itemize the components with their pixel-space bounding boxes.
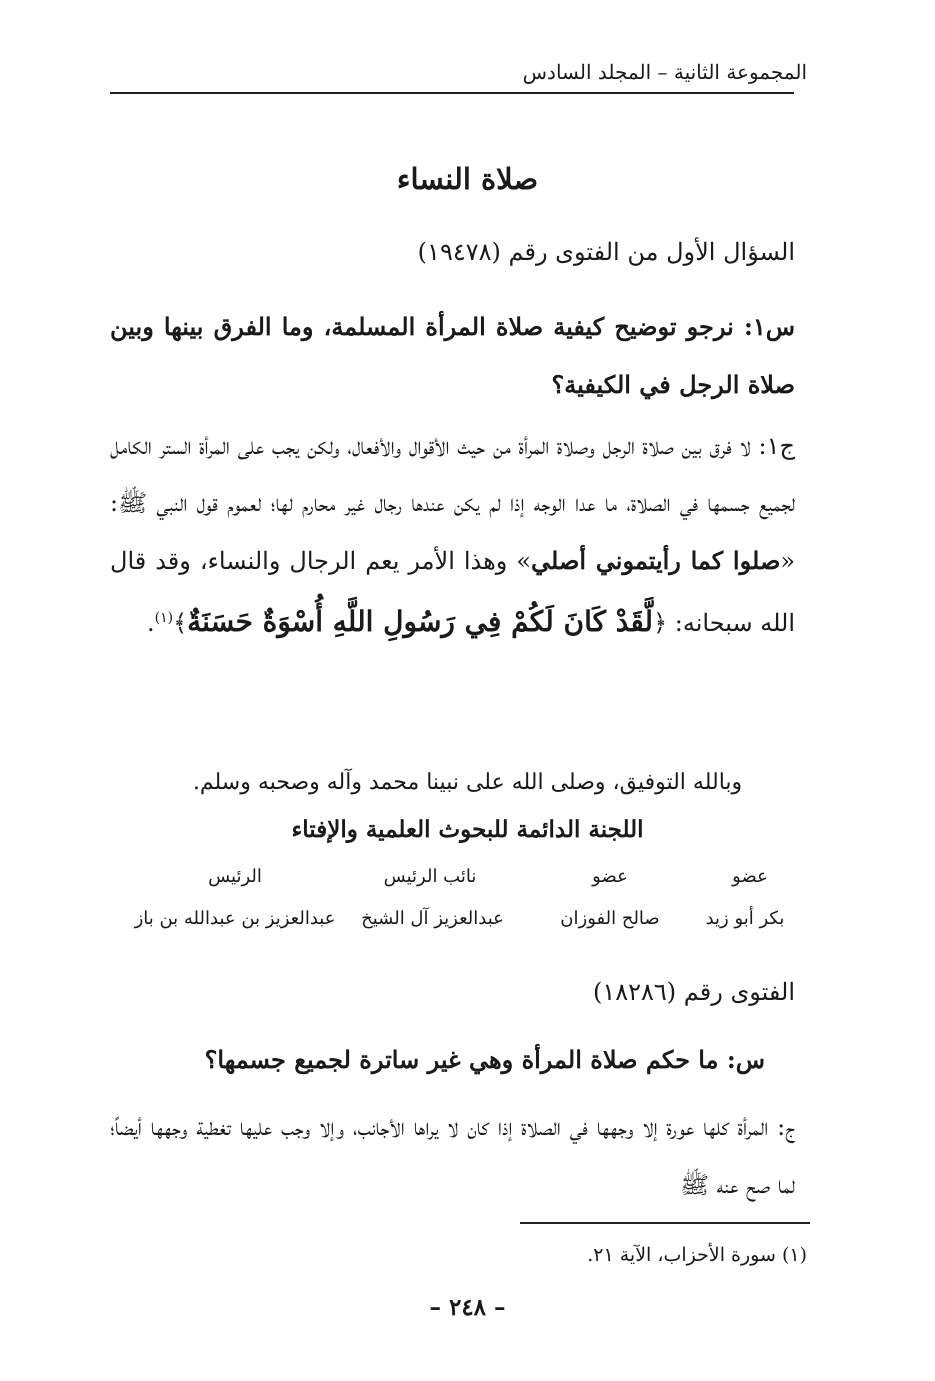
signatory-name: عبدالعزيز بن عبدالله بن باز [134, 908, 336, 929]
header-divider [110, 92, 794, 94]
closing-line: وبالله التوفيق، وصلى الله على نبينا محمد وآله وصحبه وسلم. [192, 770, 743, 795]
footnote-divider [520, 1222, 810, 1224]
signatory-name: صالح الفوزان [560, 908, 660, 929]
hadith-quote: صلوا كما رأيتموني أصلي [531, 546, 781, 575]
answer-text: » وهذا الأمر يعم الرجال والنساء، وقد قال الله سبحانه: ﴿ [110, 547, 795, 637]
signatory-role: عضو [592, 866, 628, 887]
page-number: – ٢٤٨ – [429, 1294, 506, 1321]
signatory-role: عضو [732, 866, 768, 887]
signatory-name: بكر أبو زيد [705, 908, 785, 929]
fatwa2-question: س: ما حكم صلاة المرأة وهي غير ساترة لجميع جسمها؟ [204, 1045, 765, 1074]
fatwa2-answer: ج: المرأة كلها عورة إلا وجهها في الصلاة إذا كان لا يراها الأجانب، وإلا وجب عليها تغطية وجهها أيضاً؛ لما صح عنه ﷺ [110, 1113, 795, 1199]
fatwa1-number: السؤال الأول من الفتوى رقم (١٩٤٧٨) [417, 238, 795, 266]
running-header: المجموعة الثانية – المجلد السادس [522, 60, 807, 84]
quran-verse: لَّقَدْ كَانَ لَكُمْ فِي رَسُولِ اللَّهِ أُسْوَةٌ حَسَنَةٌ [187, 605, 654, 638]
answer-text: . [147, 609, 155, 637]
answer-text: ج١: لا فرق بين صلاة الرجل وصلاة المرأة من حيث الأقوال والأفعال، ولكن يجب على المرأة الستر الكامل لجميع جسمها في الصلاة، ما عدا الوجه إذا لم يكن عندها رجال غير محارم لها؛ لعموم قول النبي ﷺ: « [110, 432, 796, 575]
fatwa1-question: س١: نرجو توضيح كيفية صلاة المرأة المسلمة، وما الفرق بينها وبين صلاة الرجل في الكيفية؟ [110, 312, 795, 399]
fatwa2-number: الفتوى رقم (١٨٢٨٦) [592, 978, 795, 1006]
signatory-role: نائب الرئيس [383, 866, 477, 887]
footnote-reference: (١) [154, 610, 174, 626]
signatory-name: عبدالعزيز آل الشيخ [361, 908, 504, 929]
footnote: (١) سورة الأحزاب، الآية ٢١. [587, 1244, 807, 1266]
committee-name: اللجنة الدائمة للبحوث العلمية والإفتاء [291, 816, 644, 843]
signatory-role: الرئيس [208, 866, 262, 887]
fatwa1-answer [110, 418, 795, 652]
answer-text: ﴾ [173, 609, 188, 637]
page-title: صلاة النساء [396, 162, 539, 196]
